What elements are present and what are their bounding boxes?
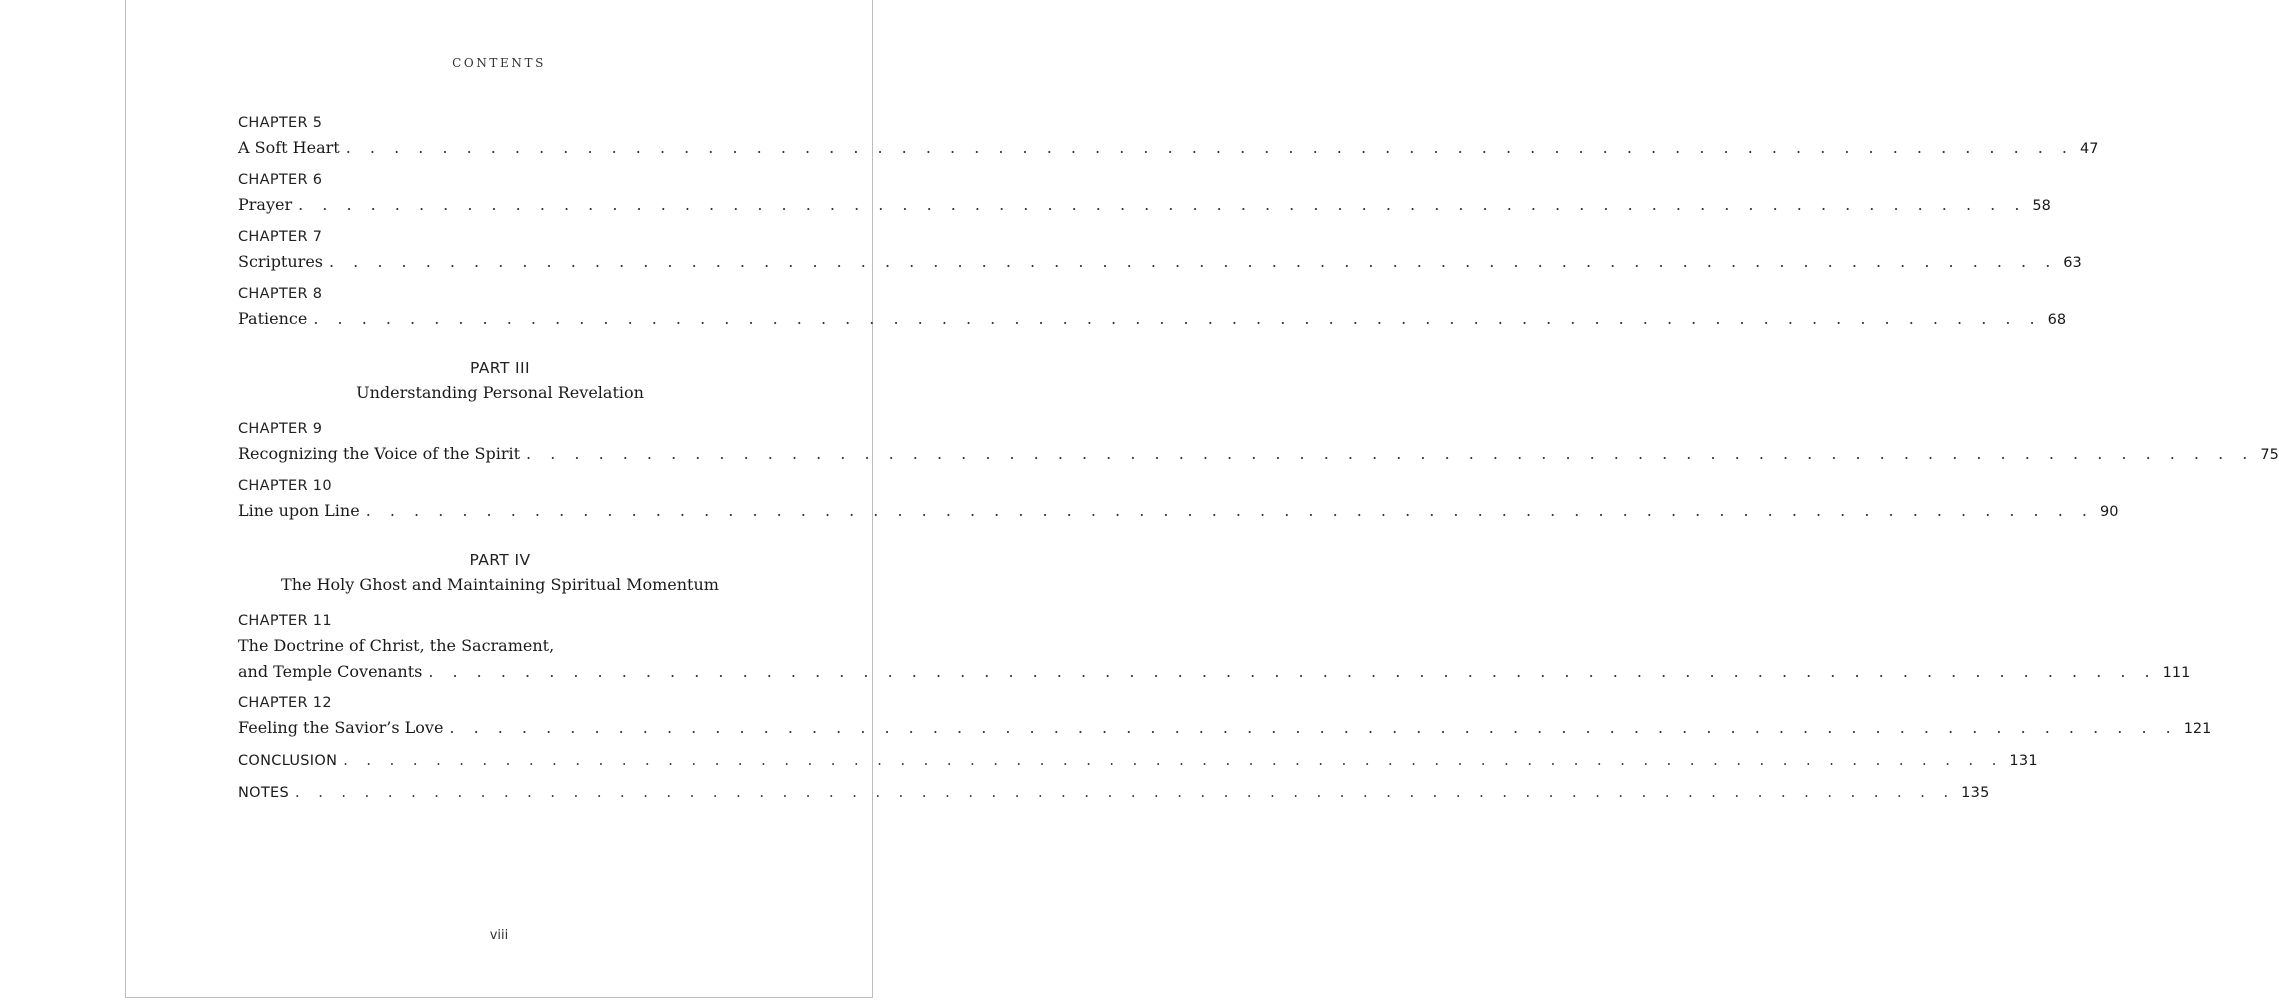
running-head: CONTENTS: [452, 56, 546, 70]
dot-leader: . . . . . . . . . . . . . . . . . . . . . . . . . . . . . . . . . . . . . . . . . . . . . . . . . . . . . . . . . . . . . . . . . . . . . . . .: [329, 252, 2058, 271]
chapter-label: CHAPTER 11: [238, 613, 332, 629]
toc-entry-chapter-11: [238, 610, 2191, 685]
chapter-title: Scriptures: [238, 252, 323, 271]
dot-leader: . . . . . . . . . . . . . . . . . . . . . . . . . . . . . . . . . . . . . . . . . . . . . . . . . . . . . . . . . . . . . . . . . . . . . . . .: [526, 444, 2255, 463]
part-label: PART IV: [469, 551, 531, 569]
dot-leader: . . . . . . . . . . . . . . . . . . . . . . . . . . . . . . . . . . . . . . . . . . . . . . . . . . . . . . . . . . . . . . . . . . . . . . . .: [294, 785, 1956, 801]
page-number: 90: [2099, 504, 2119, 520]
toc-entry-chapter-7: [238, 226, 2082, 275]
page-number: 111: [2162, 665, 2191, 681]
toc-entry-conclusion: [238, 748, 2038, 774]
toc-line: [238, 192, 2051, 218]
page-folio: viii: [489, 928, 509, 943]
toc-line: [238, 715, 2212, 741]
section-title: CONCLUSION: [238, 753, 338, 769]
dot-leader: . . . . . . . . . . . . . . . . . . . . . . . . . . . . . . . . . . . . . . . . . . . . . . . . . . . . . . . . . . . . . . . . . . . . . . . .: [428, 662, 2157, 681]
part-heading-iv: [238, 548, 762, 598]
chapter-label: CHAPTER 12: [238, 695, 332, 711]
part-label: PART III: [470, 359, 530, 377]
section-title: NOTES: [238, 785, 289, 801]
part-title: Understanding Personal Revelation: [356, 383, 644, 402]
page-number: 121: [2183, 721, 2212, 737]
page-number: 68: [2047, 312, 2067, 328]
dot-leader: . . . . . . . . . . . . . . . . . . . . . . . . . . . . . . . . . . . . . . . . . . . . . . . . . . . . . . . . . . . . . . . . . . . . . . . .: [345, 138, 2075, 157]
part-heading-iii: [238, 356, 762, 406]
toc-line: [238, 249, 2082, 275]
toc-entry-chapter-8: [238, 283, 2067, 332]
page-number: 58: [2032, 198, 2051, 214]
toc-line: [238, 659, 2191, 685]
chapter-label: CHAPTER 10: [238, 478, 332, 494]
page-number: 75: [2260, 447, 2279, 463]
page-number: 47: [2080, 141, 2099, 157]
chapter-title: Line upon Line: [238, 501, 360, 520]
dot-leader: . . . . . . . . . . . . . . . . . . . . . . . . . . . . . . . . . . . . . . . . . . . . . . . . . . . . . . . . . . . . . . . . . . . . . . . .: [343, 753, 2004, 769]
page-number: 135: [1961, 785, 1990, 801]
dot-leader: . . . . . . . . . . . . . . . . . . . . . . . . . . . . . . . . . . . . . . . . . . . . . . . . . . . . . . . . . . . . . . . . . . . . . . . .: [449, 718, 2178, 737]
chapter-title: Prayer: [238, 195, 293, 214]
part-title: The Holy Ghost and Maintaining Spiritual Momentum: [281, 575, 719, 594]
toc-line: [238, 135, 2099, 161]
toc-entry-chapter-9: [238, 418, 2279, 467]
chapter-label: CHAPTER 7: [238, 229, 323, 245]
chapter-label: CHAPTER 5: [238, 115, 323, 131]
toc-entry-chapter-5: [238, 112, 2099, 161]
dot-leader: . . . . . . . . . . . . . . . . . . . . . . . . . . . . . . . . . . . . . . . . . . . . . . . . . . . . . . . . . . . . . . . . . . . . . . . .: [298, 195, 2027, 214]
toc-line: [238, 498, 2119, 524]
chapter-label: CHAPTER 9: [238, 421, 323, 437]
dot-leader: . . . . . . . . . . . . . . . . . . . . . . . . . . . . . . . . . . . . . . . . . . . . . . . . . . . . . . . . . . . . . . . . . . . . . . . .: [313, 309, 2042, 328]
chapter-title-line-1: The Doctrine of Christ, the Sacrament,: [238, 636, 555, 655]
toc-entry-chapter-12: [238, 692, 2212, 741]
toc-line: [238, 306, 2067, 332]
chapter-label: CHAPTER 8: [238, 286, 323, 302]
book-page: [125, 0, 2279, 998]
toc-line: [238, 780, 1990, 806]
page-number: 131: [2009, 753, 2038, 769]
chapter-title: Feeling the Savior’s Love: [238, 718, 444, 737]
chapter-label: CHAPTER 6: [238, 172, 323, 188]
toc-entry-chapter-10: [238, 475, 2119, 524]
page-number: 63: [2063, 255, 2082, 271]
toc-line: [238, 441, 2279, 467]
chapter-title: Patience: [238, 309, 308, 328]
toc-line: [238, 748, 2038, 774]
chapter-title-line-2: and Temple Covenants: [238, 662, 423, 681]
dot-leader: . . . . . . . . . . . . . . . . . . . . . . . . . . . . . . . . . . . . . . . . . . . . . . . . . . . . . . . . . . . . . . . . . . . . . . . .: [365, 501, 2094, 520]
toc-entry-notes: [238, 780, 1990, 806]
toc-entry-chapter-6: [238, 169, 2051, 218]
chapter-title: A Soft Heart: [238, 138, 340, 157]
chapter-title: Recognizing the Voice of the Spirit: [238, 444, 521, 463]
